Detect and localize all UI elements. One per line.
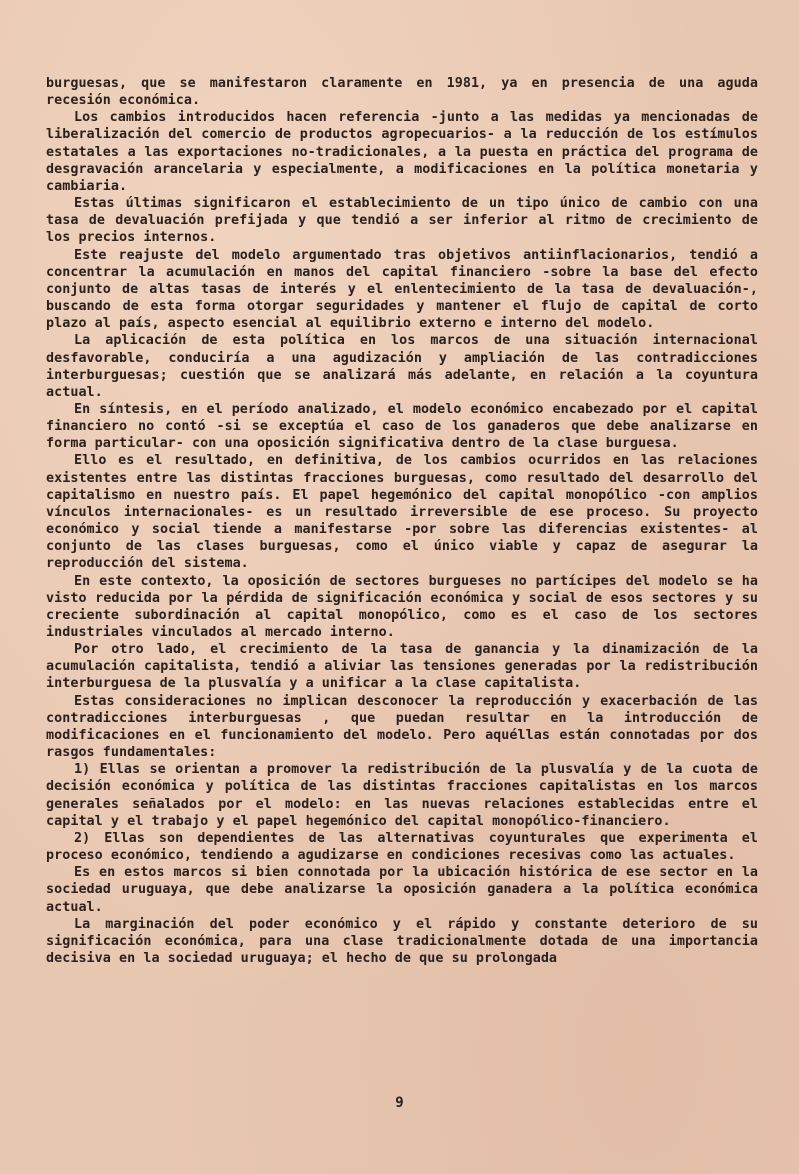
list-item: 1) Ellas se orientan a promover la redistribución de la plusvalía y de la cuota de decisión económica y política de las distintas fracciones capitalistas en los marcos generales señalados por el modelo: en las nuevas relaciones establecidas entre el capital y el trabajo y el papel hegemónico del capital monopólico-financiero. xyxy=(46,762,758,829)
paragraph: Ello es el resultado, en definitiva, de los cambios ocurridos en las relaciones existentes entre las distintas fracciones burguesas, como resultado del desarrollo del capitalismo en nuestro país. El papel hegemónico del capital monopólico -con amplios vínculos internacionales- es un resultado irreversible de ese proceso. Su proyecto económico y social tiende a manifestarse -por sobre las diferencias existentes- al conjunto de las clases burguesas, como el único viable y capaz de asegurar la reproducción del sistema. xyxy=(46,453,758,572)
paragraph: La aplicación de esta política en los marcos de una situación internacional desfavorable, conduciría a una agudización y ampliación de las contradicciones interburguesas; cuestión que se analizará más adelante, en relación a la coyuntura actual. xyxy=(46,333,758,400)
paragraph: Este reajuste del modelo argumentado tras objetivos antiinflacionarios, tendió a concentrar la acumulación en manos del capital financiero -sobre la base del efecto conjunto de altas tasas de interés y el enlentecimiento de la tasa de devaluación-, buscando de esta forma otorgar seguridades y mantener el flujo de capital de corto plazo al país, aspecto esencial al equilibrio externo e interno del modelo. xyxy=(46,247,758,332)
paragraph: La marginación del poder económico y el rápido y constante deterioro de su significación económica, para una clase tradicionalmente dotada de una importancia decisiva en la sociedad uruguaya; el hecho de que su prolongada xyxy=(46,916,758,966)
paragraph: Por otro lado, el crecimiento de la tasa de ganancia y la dinamización de la acumulación capitalista, tendió a aliviar las tensiones generadas por la redistribución interburguesa de la plusvalía y a unificar a la clase capitalista. xyxy=(46,642,758,692)
paragraph: En este contexto, la oposición de sectores burgueses no partícipes del modelo se ha visto reducida por la pérdida de significación económica y social de esos sectores y su creciente subordinación al capital monopólico, como es el caso de los sectores industriales vinculados al mercado interno. xyxy=(46,573,758,640)
paragraph: Estas consideraciones no implican desconocer la reproducción y exacerbación de las contradicciones interburguesas , que puedan resultar en la introducción de modificaciones en el funcionamiento del modelo. Pero aquéllas están connotadas por dos rasgos fundamentales: xyxy=(46,693,758,761)
paragraph: Es en estos marcos si bien connotada por la ubicación histórica de ese sector en la sociedad uruguaya, que debe analizarse la oposición ganadera a la política económica actual. xyxy=(46,865,758,915)
paragraph: En síntesis, en el período analizado, el modelo económico encabezado por el capital financiero no contó -si se exceptúa el caso de los ganaderos que debe analizarse en forma particular- con una oposición significativa dentro de la clase burguesa. xyxy=(46,401,758,452)
page-number: 9 xyxy=(395,1095,404,1111)
body-text xyxy=(46,75,758,967)
paragraph: Estas últimas significaron el establecimiento de un tipo único de cambio con una tasa de devaluación prefijada y que tendió a ser inferior al ritmo de crecimiento de los precios internos. xyxy=(46,196,758,246)
list-item: 2) Ellas son dependientes de las alternativas coyunturales que experimenta el proceso económico, tendiendo a agudizarse en condiciones recesivas como las actuales. xyxy=(46,830,758,864)
paragraph: burguesas, que se manifestaron claramente en 1981, ya en presencia de una aguda recesión económica. xyxy=(46,76,758,109)
paragraph: Los cambios introducidos hacen referencia -junto a las medidas ya mencionadas de liberalización del comercio de productos agropecuarios- a la reducción de los estímulos estatales a las exportaciones no-tradicionales, a la puesta en práctica del programa de desgravación arancelaria y especialmente, a modificaciones en la política monetaria y cambiaria. xyxy=(46,110,758,194)
